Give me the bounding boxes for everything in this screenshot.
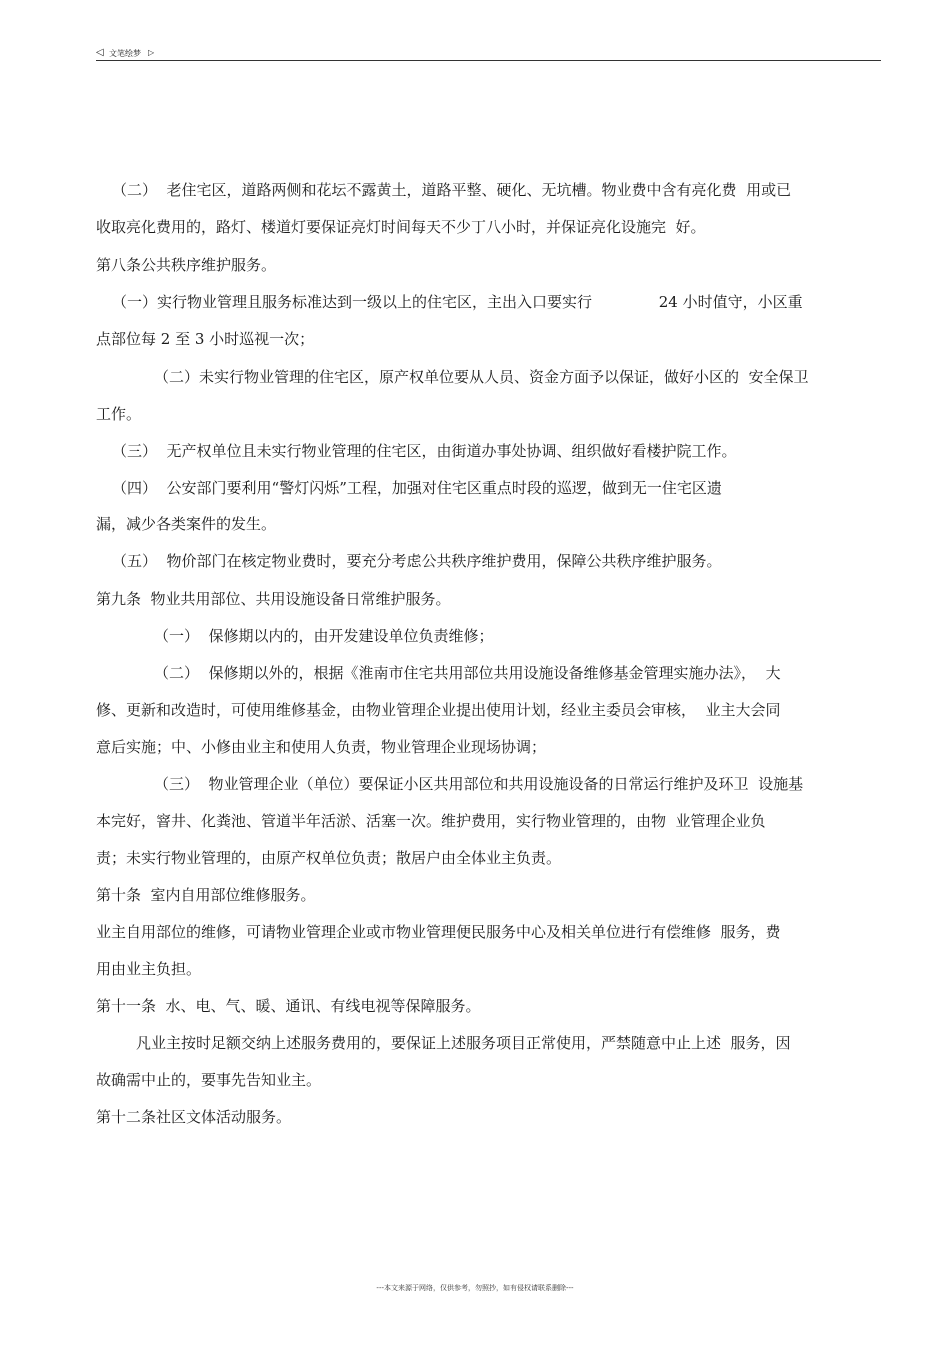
body-line: 故确需中止的，要事先告知业主。 bbox=[96, 1071, 322, 1089]
header-title: 文笔绘梦 bbox=[109, 49, 141, 58]
body-line: （三） 物业管理企业（单位）要保证小区共用部位和共用设施设备的日常运行维护及环卫 设施基 bbox=[154, 775, 804, 793]
section-heading: 第十二条社区文体活动服务。 bbox=[96, 1108, 292, 1126]
section-heading: 第十一条 水、电、气、暖、通讯、有线电视等保障服务。 bbox=[96, 997, 481, 1015]
body-line: （三） 无产权单位且未实行物业管理的住宅区，由街道办事处协调、组织做好看楼护院工作。 bbox=[112, 442, 737, 460]
body-line: （一） 保修期以内的，由开发建设单位负责维修； bbox=[154, 627, 494, 645]
triangle-right-icon: ▷ bbox=[148, 48, 155, 57]
body-line: 收取亮化费用的，路灯、楼道灯要保证亮灯时间每天不少丁八小时，并保证亮化设施完 好。 bbox=[96, 218, 706, 236]
triangle-left-icon: ◁ bbox=[96, 47, 104, 58]
page-footer: ---本文来源于网络，仅供参考，勿照抄，如有侵权请联系删除--- bbox=[376, 1284, 574, 1292]
body-line: 意后实施；中、小修由业主和使用人负责，物业管理企业现场协调； bbox=[96, 738, 547, 756]
body-line: 工作。 bbox=[96, 405, 142, 423]
body-line: （五） 物价部门在核定物业费时，要充分考虑公共秩序维护费用，保障公共秩序维护服务。 bbox=[112, 552, 722, 570]
body-line: 点部位每 2 至 3 小时巡视一次； bbox=[96, 330, 315, 348]
body-line: 用由业主负担。 bbox=[96, 960, 202, 978]
section-heading: 第十条 室内自用部位维修服务。 bbox=[96, 886, 316, 904]
body-line: （一）实行物业管理且服务标准达到一级以上的住宅区，主出入口要实行 24 小时值守，小区重 bbox=[112, 293, 803, 311]
header-divider bbox=[96, 60, 881, 61]
body-line: （四） 公安部门要利用“警灯闪烁”工程，加强对住宅区重点时段的巡逻，做到无一住宅区遗 bbox=[112, 479, 722, 497]
body-line: 责；未实行物业管理的，由原产权单位负责；散居户由全体业主负责。 bbox=[96, 849, 562, 867]
body-line: 凡业主按时足额交纳上述服务费用的，要保证上述服务项目正常使用，严禁随意中止上述 服务，因 bbox=[136, 1034, 791, 1052]
section-heading: 第八条公共秩序维护服务。 bbox=[96, 256, 277, 274]
body-line: （二） 老住宅区，道路两侧和花坛不露黄土，道路平整、硬化、无坑槽。物业费中含有亮化费 用或已 bbox=[112, 181, 792, 199]
body-line: （二）未实行物业管理的住宅区，原产权单位要从人员、资金方面予以保证，做好小区的 安全保卫 bbox=[154, 368, 809, 386]
body-line: 修、更新和改造时，可使用维修基金，由物业管理企业提出使用计划，经业主委员会审核， 业主大会同 bbox=[96, 701, 781, 719]
body-line: （二） 保修期以外的，根据《淮南市住宅共用部位共用设施设备维修基金管理实施办法》， 大 bbox=[154, 664, 781, 682]
section-heading: 第九条 物业共用部位、共用设施设备日常维护服务。 bbox=[96, 590, 451, 608]
body-line: 业主自用部位的维修，可请物业管理企业或市物业管理便民服务中心及相关单位进行有偿维修 服务，费 bbox=[96, 923, 781, 941]
body-line: 漏，减少各类案件的发生。 bbox=[96, 515, 277, 533]
body-line: 本完好，窨井、化粪池、管道半年活淤、活塞一次。维护费用，实行物业管理的，由物 业管理企业负 bbox=[96, 812, 766, 830]
